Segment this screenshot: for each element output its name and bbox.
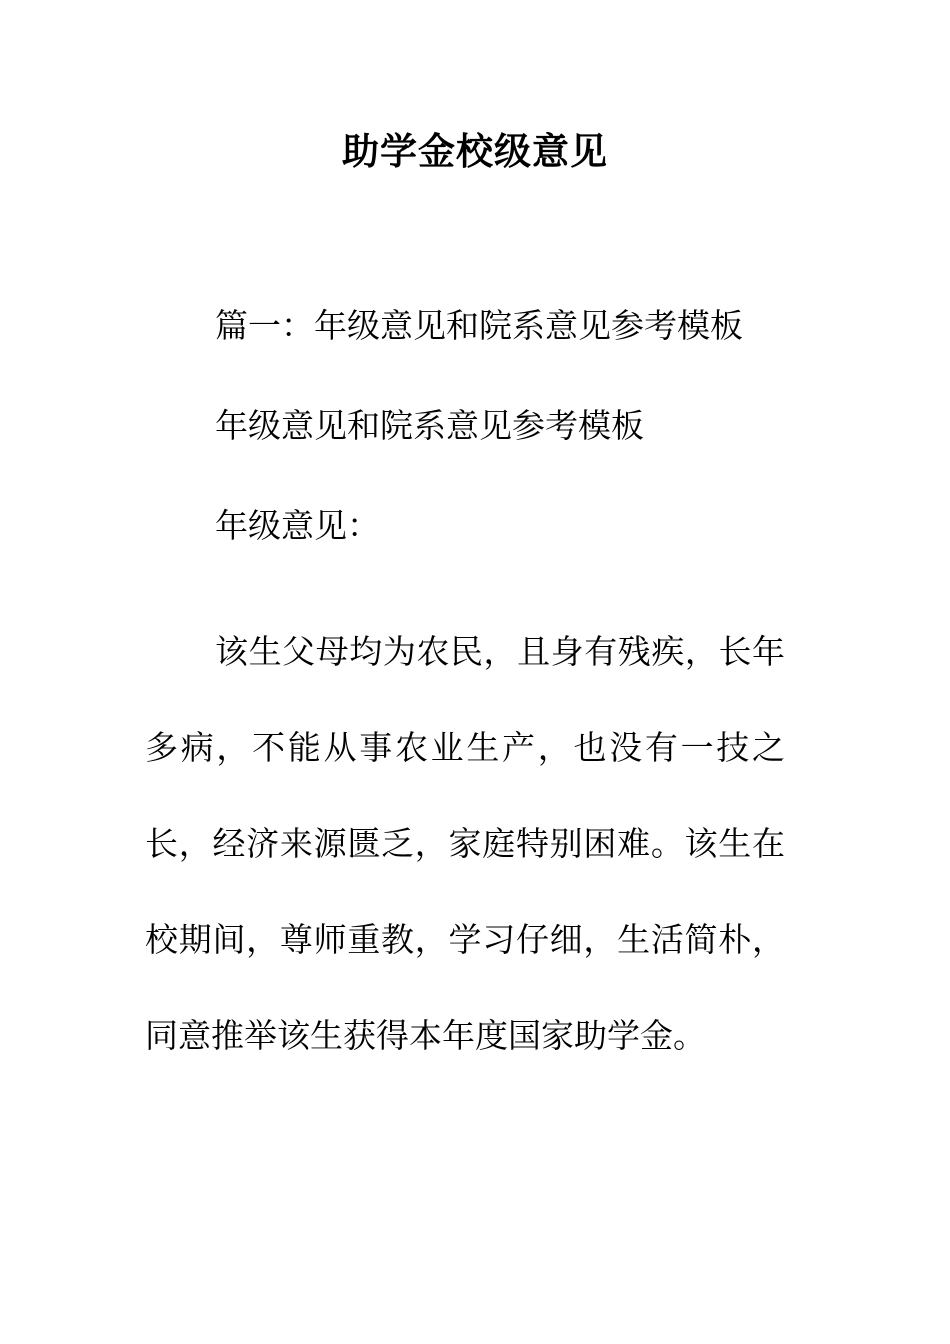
body-paragraph: 该生父母均为农民，且身有残疾，长年多病，不能从事农业生产，也没有一技之长，经济来源匮乏，家庭特别困难。该生在校期间，尊师重教，学习仔细，生活简朴，同意推举该生获得本年度国家助学金。 bbox=[145, 632, 785, 1055]
heading-part-one: 篇一：年级意见和院系意见参考模板 bbox=[215, 306, 743, 345]
document-title: 助学金校级意见 bbox=[342, 129, 608, 173]
section-label-grade-opinion: 年级意见： bbox=[215, 506, 380, 545]
heading-template: 年级意见和院系意见参考模板 bbox=[215, 406, 644, 445]
